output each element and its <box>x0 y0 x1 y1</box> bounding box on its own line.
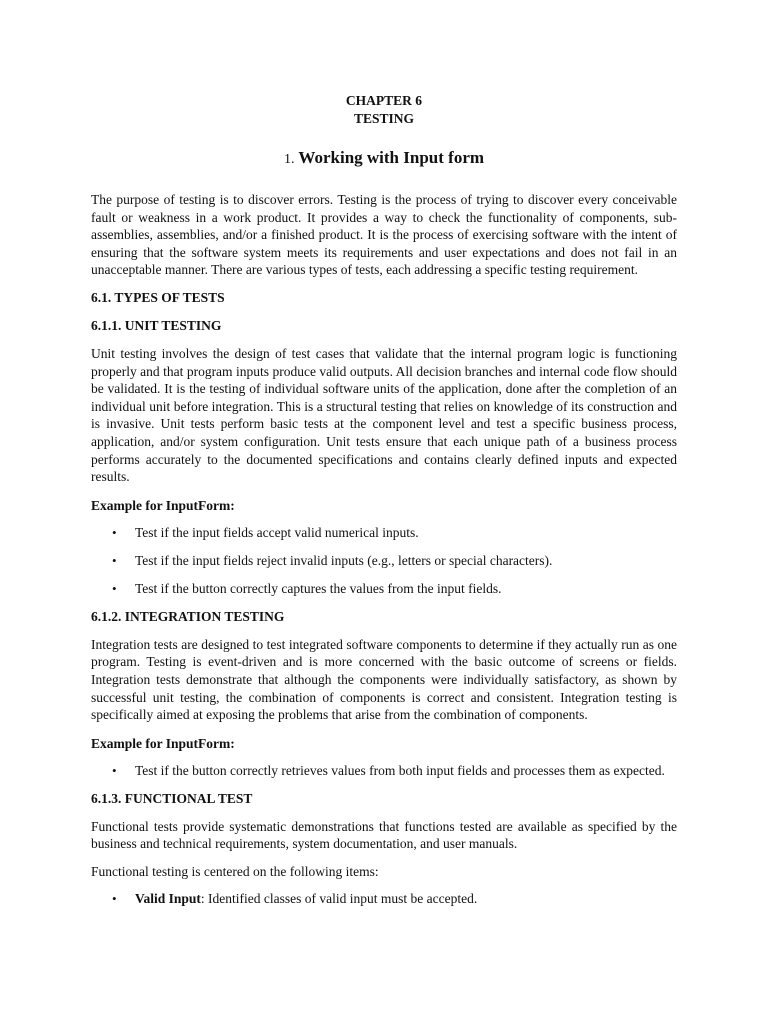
list-item-term: Valid Input <box>135 891 201 907</box>
functional-test-paragraph: Functional tests provide systematic demonstrations that functions tested are available as specified by the business and technical requirements, system documentation, and user manuals. <box>91 818 677 852</box>
list-item <box>91 524 677 542</box>
section-title-text: Working with Input form <box>298 148 485 167</box>
functional-test-heading: 6.1.3. FUNCTIONAL TEST <box>91 790 253 806</box>
integration-example-list <box>91 762 677 780</box>
section-number: 1. <box>283 152 295 167</box>
unit-testing-paragraph: Unit testing involves the design of test cases that validate that the internal program logic is functioning properly and that program inputs produce valid outputs. All decision branches and internal code flow should be validated. It is the testing of individual software units of the application, done after the completion of an individual unit before integration. This is a structural testing that relies on knowledge of its construction and is invasive. Unit tests perform basic tests at the component level and test a specific business process, application, and/or system configuration. Unit tests ensure that each unique path of a business process performs accurately to the documented specifications and contains clearly defined inputs and expected results. <box>91 345 677 485</box>
list-item <box>91 890 677 908</box>
bullet-icon: • <box>112 524 117 540</box>
unit-example-heading: Example for InputForm: <box>91 497 235 513</box>
intro-paragraph: The purpose of testing is to discover errors. Testing is the process of trying to discover every conceivable fault or weakness in a work product. It provides a way to check the functionality of components, sub-assemblies, assemblies, and/or a finished product. It is the process of exercising software with the intent of ensuring that the software system meets its requirements and user expectations and does not fail in an unacceptable manner. There are various types of tests, each addressing a specific testing requirement. <box>91 192 677 278</box>
unit-testing-heading: 6.1.1. UNIT TESTING <box>91 317 222 333</box>
page-content <box>91 92 677 908</box>
list-item-text: Test if the input fields reject invalid inputs (e.g., letters or special characters). <box>135 552 553 568</box>
list-item <box>91 762 677 780</box>
types-of-tests-heading: 6.1. TYPES OF TESTS <box>91 289 225 305</box>
list-item-text: : Identified classes of valid input must be accepted. <box>200 891 478 907</box>
chapter-label: CHAPTER 6 <box>345 93 423 108</box>
list-item-text: Test if the input fields accept valid numerical inputs. <box>135 524 419 540</box>
chapter-title: TESTING <box>353 111 415 126</box>
list-item-text: Test if the button correctly retrieves values from both input fields and processes them as expected. <box>135 762 665 778</box>
bullet-icon: • <box>112 891 117 907</box>
list-item <box>91 580 677 598</box>
integration-example-heading: Example for InputForm: <box>91 735 235 751</box>
functional-items-list <box>91 890 677 908</box>
list-item <box>91 552 677 570</box>
integration-testing-paragraph: Integration tests are designed to test integrated software components to determine if they actually run as one program. Testing is event-driven and is more concerned with the basic outcome of screens or fields. Integration tests demonstrate that although the components were individually satisfactory, as shown by successful unit testing, the combination of components is correct and consistent. Integration testing is specifically aimed at exposing the problems that arise from the combination of components. <box>91 636 677 723</box>
integration-testing-heading: 6.1.2. INTEGRATION TESTING <box>91 608 285 624</box>
bullet-icon: • <box>112 580 117 596</box>
unit-example-list <box>91 524 677 598</box>
functional-items-intro: Functional testing is centered on the following items: <box>91 863 379 879</box>
bullet-icon: • <box>112 552 117 568</box>
bullet-icon: • <box>112 762 117 778</box>
list-item-text: Test if the button correctly captures the values from the input fields. <box>135 580 502 596</box>
section-title <box>91 148 677 170</box>
